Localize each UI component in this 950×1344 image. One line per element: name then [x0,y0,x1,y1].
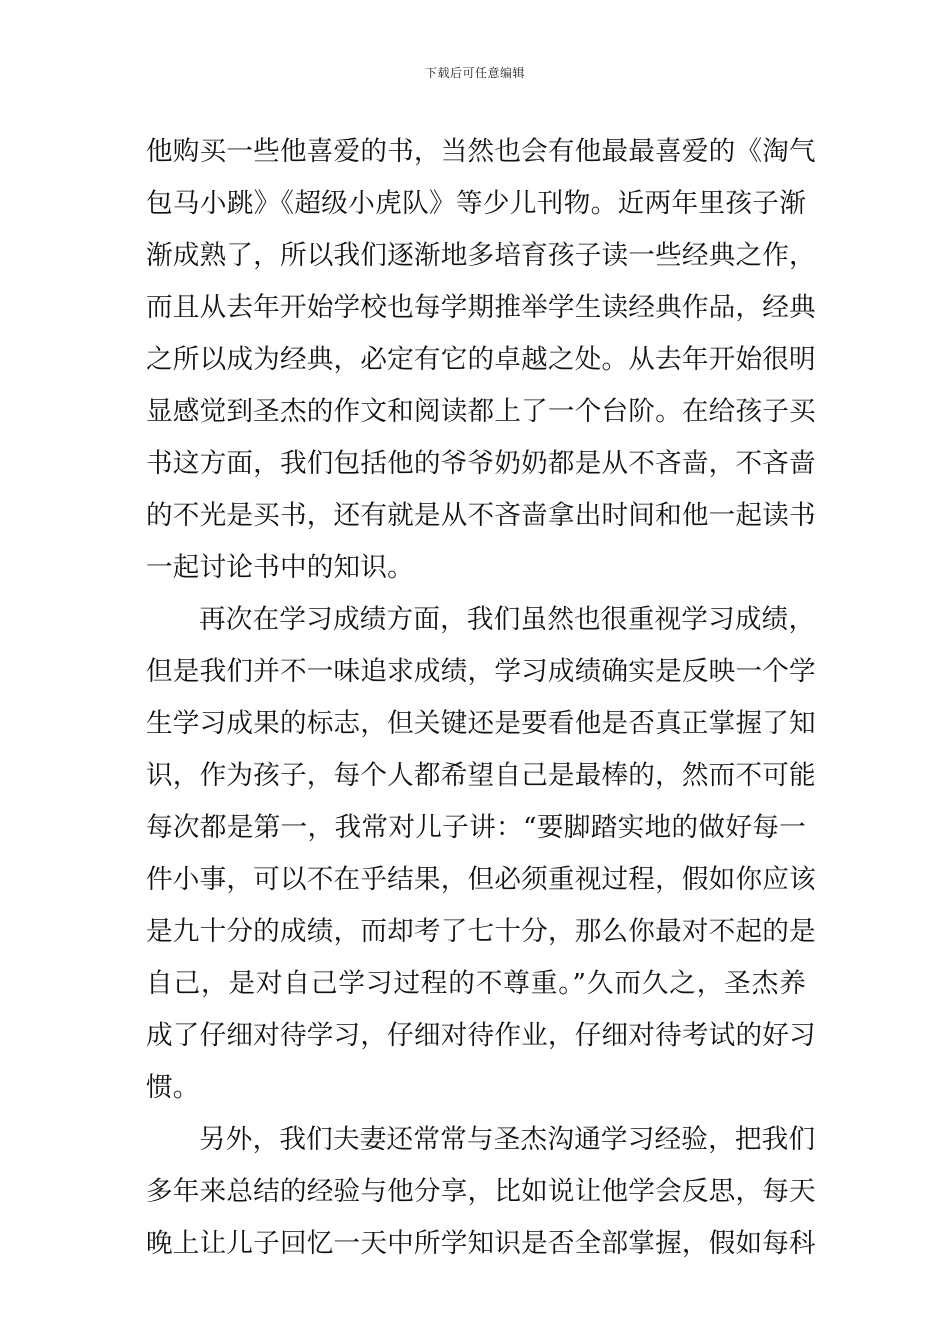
text-line: 多年来总结的经验与他分享，比如说让他学会反思，每天 [146,1176,816,1207]
text-line: 晚上让儿子回忆一天中所学知识是否全部掌握，假如每科 [146,1228,816,1259]
text-line: 惯。 [146,1072,200,1103]
text-line: 包马小跳》《超级小虎队》等少儿刊物。近两年里孩子渐 [146,188,806,219]
text-line: 自己，是对自己学习过程的不尊重。”久而久之，圣杰养 [146,968,806,999]
text-line: 显感觉到圣杰的作文和阅读都上了一个台阶。在给孩子买 [146,396,816,427]
text-line: 的不光是买书，还有就是从不吝啬拿出时间和他一起读书 [146,500,816,531]
text-line: 再次在学习成绩方面，我们虽然也很重视学习成绩， [199,604,816,635]
paragraph-2 [146,594,816,1114]
text-line: 另外，我们夫妻还常常与圣杰沟通学习经验，把我们 [199,1124,816,1155]
text-line: 但是我们并不一味追求成绩，学习成绩确实是反映一个学 [146,656,816,687]
text-line: 件小事，可以不在乎结果，但必须重视过程，假如你应该 [146,864,816,895]
text-line: 他购买一些他喜爱的书，当然也会有他最最喜爱的《淘气 [146,136,816,167]
body-text [146,126,816,1270]
paragraph-1 [146,126,816,594]
text-line: 生学习成果的标志，但关键还是要看他是否真正掌握了知 [146,708,816,739]
text-line: 每次都是第一，我常对儿子讲：“要脚踏实地的做好每一 [146,812,806,843]
text-line: 书这方面，我们包括他的爷爷奶奶都是从不吝啬，不吝啬 [146,448,816,479]
text-line: 渐成熟了，所以我们逐渐地多培育孩子读一些经典之作， [146,240,816,271]
text-line: 是九十分的成绩，而却考了七十分，那么你最对不起的是 [146,916,816,947]
text-line: 一起讨论书中的知识。 [146,552,414,583]
page-header: 下载后可任意编辑 [424,66,525,80]
paragraph-3 [146,1114,816,1270]
text-line: 识，作为孩子，每个人都希望自己是最棒的，然而不可能 [146,760,816,791]
text-line: 成了仔细对待学习，仔细对待作业，仔细对待考试的好习 [146,1020,816,1051]
text-line: 而且从去年开始学校也每学期推举学生读经典作品，经典 [146,292,816,323]
text-line: 之所以成为经典，必定有它的卓越之处。从去年开始很明 [146,344,816,375]
